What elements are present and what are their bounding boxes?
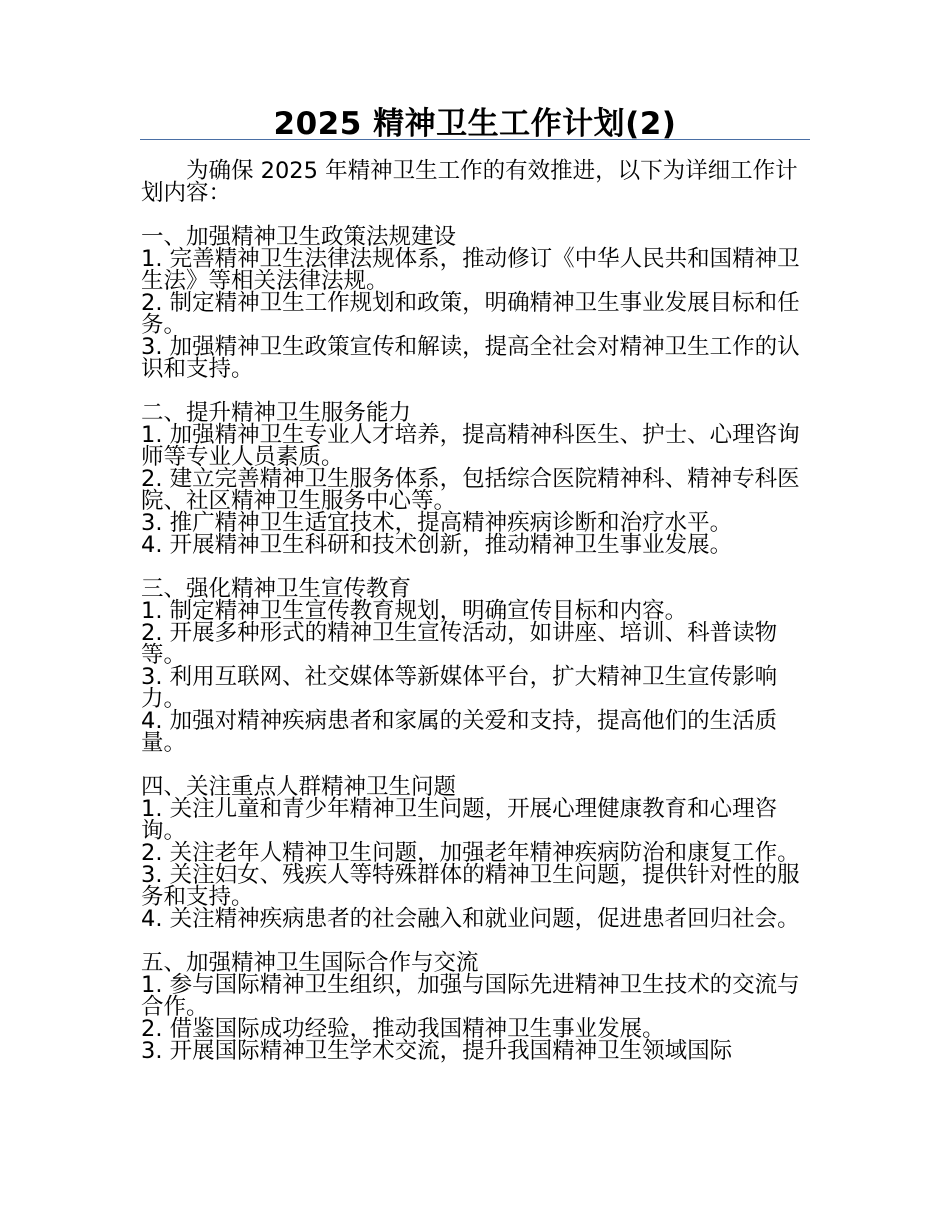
section-publicity bbox=[141, 578, 809, 754]
list-item: 3. 关注妇女、残疾人等特殊群体的精神卫生问题，提供针对性的服务和支持。 bbox=[141, 862, 800, 910]
list-item: 3. 加强精神卫生政策宣传和解读，提高全社会对精神卫生工作的认识和支持。 bbox=[141, 334, 800, 382]
section-heading: 二、提升精神卫生服务能力 bbox=[141, 400, 412, 426]
intro-paragraph: 为确保 2025 年精神卫生工作的有效推进，以下为详细工作计划内容： bbox=[141, 158, 798, 206]
section-heading: 一、加强精神卫生政策法规建设 bbox=[141, 224, 457, 250]
list-item: 2. 借鉴国际成功经验，推动我国精神卫生事业发展。 bbox=[141, 1016, 665, 1042]
list-item: 2. 建立完善精神卫生服务体系，包括综合医院精神科、精神专科医院、社区精神卫生服务中心等。 bbox=[141, 466, 800, 514]
list-item: 3. 利用互联网、社交媒体等新媒体平台，扩大精神卫生宣传影响力。 bbox=[141, 664, 778, 712]
list-item: 3. 开展国际精神卫生学术交流，提升我国精神卫生领域国际 bbox=[141, 1038, 733, 1064]
section-heading: 三、强化精神卫生宣传教育 bbox=[141, 576, 412, 602]
list-item: 3. 推广精神卫生适宜技术，提高精神疾病诊断和治疗水平。 bbox=[141, 510, 733, 536]
list-item: 1. 关注儿童和青少年精神卫生问题，开展心理健康教育和心理咨询。 bbox=[141, 796, 778, 844]
list-item: 1. 加强精神卫生专业人才培养，提高精神科医生、护士、心理咨询师等专业人员素质。 bbox=[141, 422, 800, 470]
section-heading: 五、加强精神卫生国际合作与交流 bbox=[141, 950, 479, 976]
list-item: 4. 开展精神卫生科研和技术创新，推动精神卫生事业发展。 bbox=[141, 532, 733, 558]
section-key-groups bbox=[141, 776, 809, 930]
section-policy bbox=[141, 226, 809, 380]
document-title: 2025 精神卫生工作计划(2) bbox=[273, 106, 677, 142]
section-international bbox=[141, 952, 809, 1062]
list-item: 4. 加强对精神疾病患者和家属的关爱和支持，提高他们的生活质量。 bbox=[141, 708, 778, 756]
list-item: 2. 关注老年人精神卫生问题，加强老年精神疾病防治和康复工作。 bbox=[141, 840, 800, 866]
list-item: 1. 参与国际精神卫生组织，加强与国际先进精神卫生技术的交流与合作。 bbox=[141, 972, 800, 1020]
list-item: 2. 制定精神卫生工作规划和政策，明确精神卫生事业发展目标和任务。 bbox=[141, 290, 800, 338]
section-heading: 四、关注重点人群精神卫生问题 bbox=[141, 774, 457, 800]
title-underline bbox=[140, 139, 810, 140]
list-item: 1. 制定精神卫生宣传教育规划，明确宣传目标和内容。 bbox=[141, 598, 688, 624]
document-body bbox=[141, 160, 809, 1062]
list-item: 1. 完善精神卫生法律法规体系，推动修订《中华人民共和国精神卫生法》等相关法律法规。 bbox=[141, 246, 800, 294]
list-item: 2. 开展多种形式的精神卫生宣传活动，如讲座、培训、科普读物等。 bbox=[141, 620, 778, 668]
section-service bbox=[141, 402, 809, 556]
list-item: 4. 关注精神疾病患者的社会融入和就业问题，促进患者回归社会。 bbox=[141, 906, 800, 932]
